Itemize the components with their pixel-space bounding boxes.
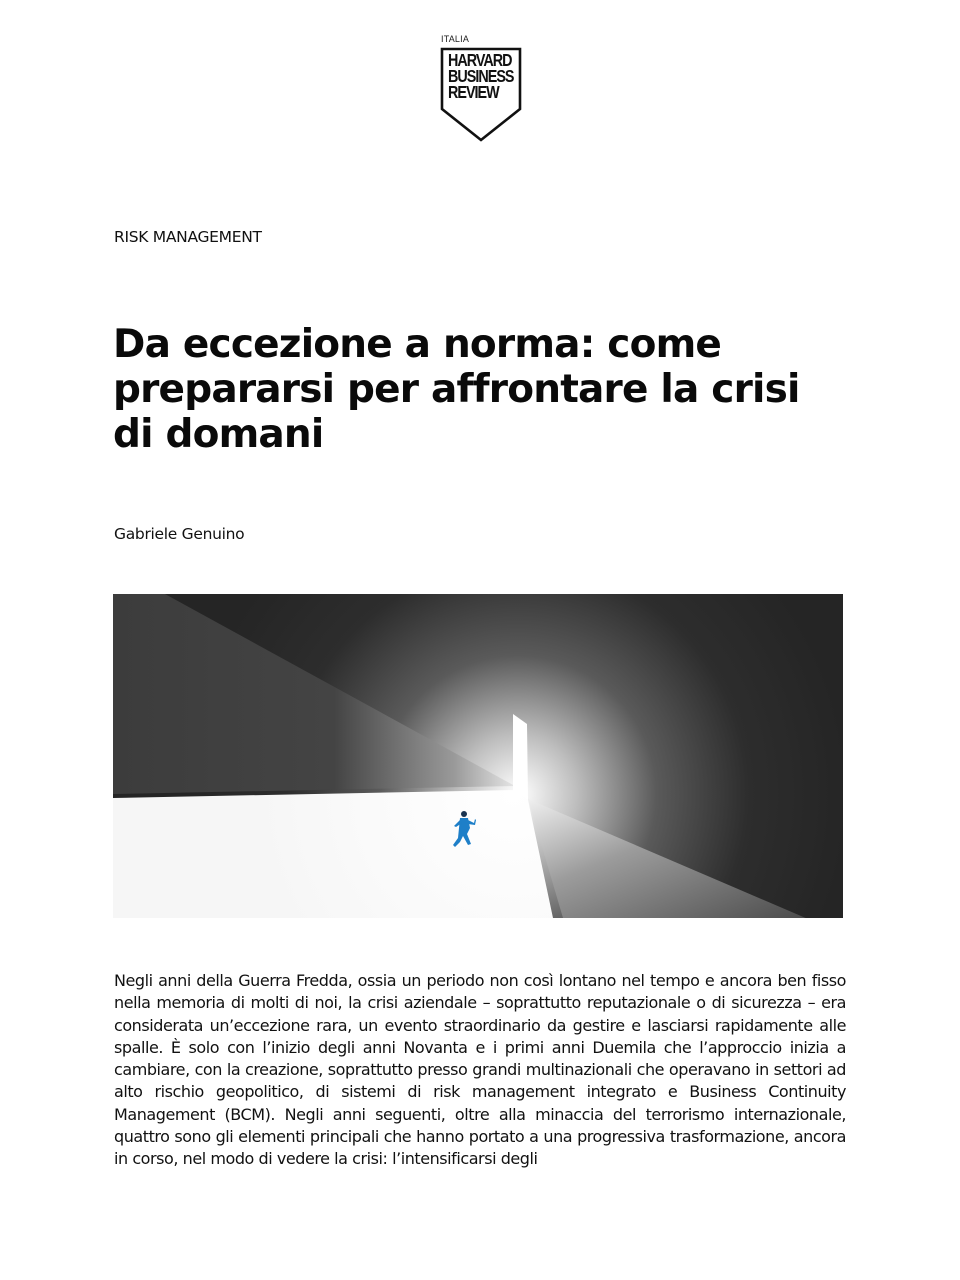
logo-line-business: BUSINESS bbox=[448, 66, 514, 86]
hbr-italia-logo bbox=[440, 34, 524, 143]
section-label: RISK MANAGEMENT bbox=[114, 228, 262, 246]
logo-edition-label: ITALIA bbox=[441, 34, 470, 44]
logo-line-review: REVIEW bbox=[448, 82, 499, 102]
logo-line-harvard: HARVARD bbox=[448, 50, 512, 70]
author-byline: Gabriele Genuino bbox=[114, 525, 245, 543]
hero-image bbox=[113, 594, 843, 918]
shield-icon bbox=[440, 47, 522, 143]
logo-wordmark bbox=[448, 52, 513, 100]
article-body-paragraph: Negli anni della Guerra Fredda, ossia un periodo non così lontano nel tempo e ancora ben fisso nella memoria di molti di noi, la crisi aziendale – soprattutto reputazionale o di sicurezza – era considerata un’eccezione rara, un evento straordinario da gestire e lasciarsi rapidamente alle spalle. È solo con l’inizio degli anni Novanta e i primi anni Duemila che l’approccio inizia a cambiare, con la creazione, soprattutto presso grandi multinazionali che operavano in settori ad alto rischio geopolitico, di sistemi di risk management integrato e Business Continuity Management (BCM). Negli anni seguenti, oltre alla minaccia del terrorismo internazionale, quattro sono gli elementi principali che hanno portato a una progressiva trasformazione, ancora in corso, nel modo di vedere la crisi: l’intensificarsi degli bbox=[114, 971, 846, 1169]
article-title: Da eccezione a norma: come prepararsi per affrontare la crisi di domani bbox=[113, 322, 800, 457]
